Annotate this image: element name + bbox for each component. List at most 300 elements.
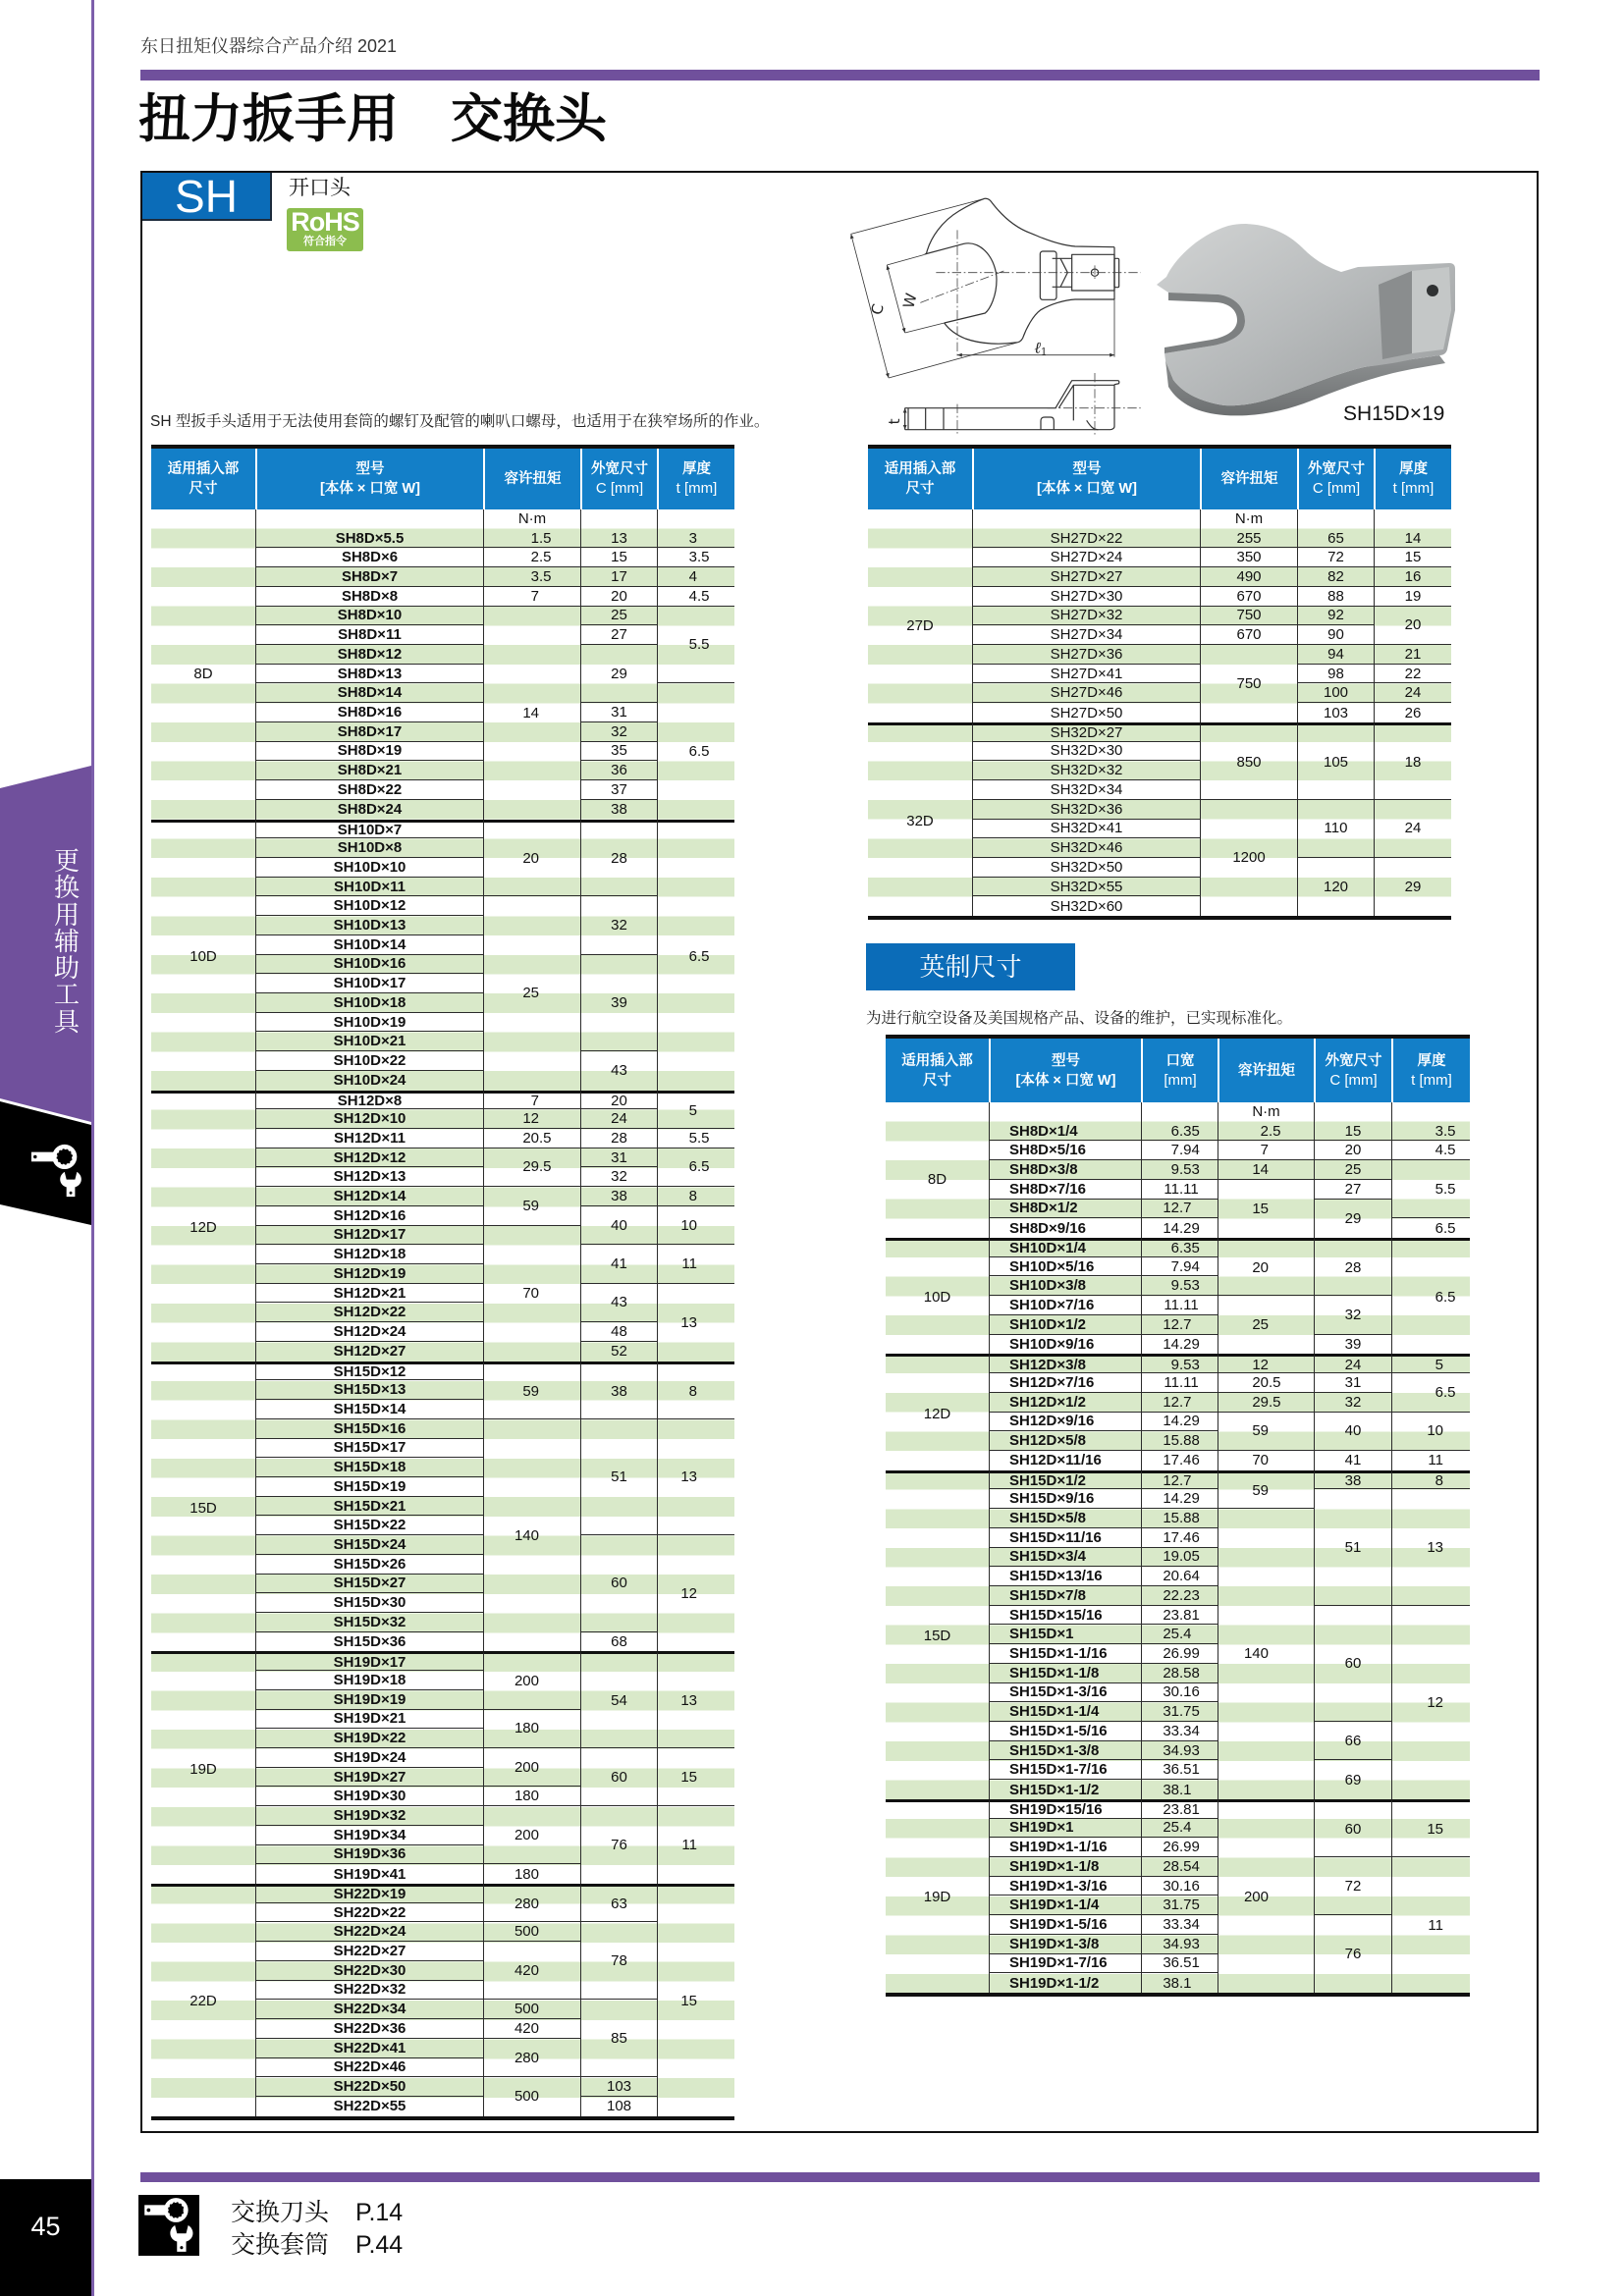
model-cell: SH15D×32 [255, 1613, 483, 1632]
insert-size-cell: 12D [151, 1091, 255, 1362]
model-cell: SH8D×5.5 [255, 529, 483, 549]
wrench-set-icon [138, 2195, 199, 2256]
model-cell: SH10D×7/16 [989, 1296, 1141, 1315]
thickness-cell [1391, 1413, 1470, 1451]
value-integer-part: 3 [688, 549, 697, 566]
value-integer-part: 23 [1163, 1801, 1179, 1819]
value-integer-part: 12 [680, 1584, 697, 1602]
value-integer-part: 26 [1163, 1839, 1179, 1856]
outer-width-cell: 35 [580, 742, 657, 762]
outer-width-cell: 43 [580, 1051, 657, 1090]
outer-width-cell: 103 [1297, 703, 1374, 722]
outer-width-cell: 39 [580, 955, 657, 1052]
model-cell: SH15D×14 [255, 1400, 483, 1419]
torque-cell [483, 1148, 580, 1187]
torque-cell [483, 1806, 580, 1864]
header-torque [483, 449, 580, 509]
thickness-cell [657, 1806, 734, 1884]
model-cell: SH19D×19 [255, 1690, 483, 1710]
header-text: C [mm] [595, 480, 644, 497]
value-integer-part: 3 [688, 529, 697, 547]
value-integer-part: 12 [1163, 1393, 1179, 1411]
outer-width-cell: 13 [580, 529, 657, 549]
value-fraction-part: .5 [697, 1129, 710, 1147]
header-size [886, 1039, 989, 1102]
thickness-cell [1391, 1160, 1470, 1218]
model-cell: SH19D×30 [255, 1787, 483, 1806]
value-integer-part: 36 [1163, 1954, 1179, 1972]
outer-width-cell: 100 [1297, 683, 1374, 703]
value-fraction-part: .1 [1179, 1781, 1192, 1798]
thickness-cell: 18 [1374, 722, 1451, 800]
torque-cell: 1200 [1200, 800, 1297, 916]
model-cell: SH15D×9/16 [989, 1489, 1141, 1509]
torque-cell [483, 1187, 580, 1225]
model-cell: SH15D×1/2 [989, 1470, 1141, 1490]
outer-width-cell: 108 [580, 2097, 657, 2116]
link-page: P.14 [355, 2199, 404, 2226]
value-fraction-part: .93 [1179, 1935, 1200, 1952]
model-cell: SH19D×18 [255, 1671, 483, 1690]
value-fraction-part: .53 [1179, 1277, 1200, 1295]
value-integer-part: 9 [1170, 1161, 1179, 1179]
model-cell: SH27D×24 [972, 548, 1200, 567]
value-integer-part: 6 [1170, 1240, 1179, 1257]
model-cell: SH12D×16 [255, 1206, 483, 1226]
outer-width-cell: 76 [580, 1806, 657, 1884]
value-fraction-part: .81 [1179, 1606, 1200, 1624]
model-cell: SH10D×24 [255, 1071, 483, 1091]
model-cell: SH32D×32 [972, 761, 1200, 780]
value-fraction-part: .46 [1179, 1528, 1200, 1546]
torque-cell [1218, 1470, 1314, 1509]
thickness-cell [1391, 1238, 1470, 1354]
value-integer-part: 36 [1163, 1761, 1179, 1779]
model-cell: SH15D×1-3/8 [989, 1741, 1141, 1761]
model-cell: SH15D×1-1/8 [989, 1664, 1141, 1683]
opening-width-cell [1141, 1180, 1218, 1200]
outer-width-cell: 38 [580, 1362, 657, 1419]
model-cell: SH12D×12 [255, 1148, 483, 1168]
header-text: [本体 × 口宽 W] [320, 481, 420, 497]
imperial-spec-table [886, 1035, 1470, 1997]
value-integer-part: 19 [1163, 1548, 1179, 1566]
model-cell: SH12D×17 [255, 1226, 483, 1246]
value-integer-part: 11 [681, 1255, 697, 1273]
imperial-description: 为进行航空设备及美国规格产品、设备的维护，已实现标准化。 [866, 1010, 1293, 1027]
outer-width-cell: 36 [580, 761, 657, 780]
header-text: 尺寸 [905, 481, 935, 497]
model-cell: SH27D×50 [972, 703, 1200, 722]
value-integer-part: 59 [1252, 1422, 1269, 1440]
model-cell: SH12D×27 [255, 1342, 483, 1362]
value-integer-part: 31 [1163, 1896, 1179, 1914]
outer-width-cell: 72 [1297, 548, 1374, 567]
value-fraction-part: .5 [697, 742, 710, 760]
model-cell: SH32D×34 [972, 780, 1200, 800]
value-fraction-part: .29 [1179, 1335, 1200, 1353]
value-integer-part: 30 [1163, 1683, 1179, 1701]
model-cell: SH8D×8 [255, 587, 483, 607]
model-cell: SH15D×1-1/16 [989, 1644, 1141, 1664]
header-outer-width [1314, 1039, 1391, 1102]
outer-width-cell: 40 [1314, 1413, 1391, 1451]
header-text: 厚度 [1417, 1052, 1446, 1069]
metric-spec-table-right [868, 445, 1451, 920]
torque-cell [1218, 1122, 1314, 1142]
header-text: 容许扭矩 [1238, 1062, 1295, 1079]
opening-width-cell [1141, 1509, 1218, 1528]
opening-width-cell [1141, 1838, 1218, 1857]
thickness-cell [657, 567, 734, 587]
model-cell: SH32D×46 [972, 838, 1200, 858]
model-cell: SH12D×14 [255, 1187, 483, 1206]
header-text: 容许扭矩 [1220, 471, 1278, 487]
open-wrench-hole [180, 2246, 183, 2249]
value-integer-part: 180 [514, 1865, 539, 1883]
header-size [868, 449, 972, 509]
model-cell: SH22D×46 [255, 2058, 483, 2078]
outer-width-cell: 60 [1314, 1606, 1391, 1722]
unit-row-cell [151, 509, 255, 529]
value-integer-part: 25 [1252, 1316, 1269, 1334]
insert-size-cell: 15D [886, 1470, 989, 1799]
insert-size-cell: 8D [927, 1171, 947, 1189]
opening-width-cell [1141, 1451, 1218, 1470]
outer-width-cell: 88 [1297, 587, 1374, 607]
torque-cell [483, 1884, 580, 1922]
value-fraction-part: .94 [1179, 1257, 1200, 1275]
value-integer-part: 280 [514, 2049, 539, 2066]
value-integer-part: 59 [522, 1382, 539, 1400]
thickness-cell [657, 1206, 734, 1245]
value-integer-part: 8 [688, 1382, 697, 1400]
outer-width-cell: 31 [1314, 1373, 1391, 1393]
jaw-centerline [920, 271, 1004, 303]
value-integer-part: 20 [1163, 1568, 1179, 1585]
value-fraction-part: .5 [539, 568, 552, 586]
outer-width-cell: 17 [580, 567, 657, 587]
outer-width-cell: 32 [580, 896, 657, 954]
model-cell: SH15D×13/16 [989, 1567, 1141, 1586]
related-link-cutter-heads[interactable] [231, 2197, 403, 2229]
thickness-cell: 26 [1374, 703, 1451, 722]
table-header [886, 1035, 1470, 1102]
open-wrench-hole [70, 1192, 73, 1195]
value-integer-part: 6 [1435, 1383, 1443, 1401]
value-fraction-part: .5 [697, 549, 710, 566]
header-torque [1200, 449, 1297, 509]
value-integer-part: 13 [680, 1468, 697, 1485]
value-integer-part: 13 [680, 1692, 697, 1710]
model-cell: SH10D×8 [255, 838, 483, 858]
model-cell: SH12D×1/2 [989, 1393, 1141, 1413]
value-integer-part: 20 [1252, 1259, 1269, 1277]
value-integer-part: 5 [1435, 1180, 1443, 1198]
metric-spec-table-left [151, 445, 734, 2120]
model-cell: SH12D×19 [255, 1264, 483, 1284]
model-cell: SH22D×32 [255, 1981, 483, 2001]
header-outer-width [1297, 449, 1374, 509]
opening-width-cell [1141, 1354, 1218, 1373]
opening-width-cell [1141, 1915, 1218, 1935]
opening-width-cell [1141, 1141, 1218, 1160]
model-cell: SH10D×1/4 [989, 1238, 1141, 1257]
torque-cell [1218, 1141, 1314, 1160]
unit-row-cell [1374, 509, 1451, 529]
outer-width-cell: 51 [1314, 1489, 1391, 1605]
torque-cell [1218, 1799, 1314, 1993]
value-fraction-part: .34 [1179, 1722, 1200, 1739]
opening-width-cell [1141, 1973, 1218, 1993]
value-integer-part: 34 [1163, 1935, 1179, 1952]
unit-row-cell [255, 509, 483, 529]
header-text: 适用插入部 [884, 461, 956, 477]
outer-width-cell: 24 [1314, 1354, 1391, 1373]
model-cell: SH27D×34 [972, 625, 1200, 645]
opening-width-cell [1141, 1877, 1218, 1896]
value-fraction-part: .11 [1179, 1297, 1199, 1314]
model-cell: SH10D×5/16 [989, 1257, 1141, 1277]
opening-width-cell [1141, 1567, 1218, 1586]
value-fraction-part: .16 [1179, 1877, 1200, 1895]
outer-width-cell: 38 [1314, 1470, 1391, 1490]
model-cell: SH32D×60 [972, 896, 1200, 916]
thickness-cell [1391, 1470, 1470, 1490]
model-cell: SH22D×30 [255, 1961, 483, 1981]
outer-width-cell: 29 [580, 645, 657, 703]
model-cell: SH10D×9/16 [989, 1335, 1141, 1355]
thickness-cell [657, 1884, 734, 2116]
handle-hole [33, 1155, 36, 1158]
value-integer-part: 180 [514, 1788, 539, 1805]
model-cell: SH10D×10 [255, 858, 483, 878]
rohs-sub-label: 符合指令 [303, 236, 347, 247]
value-integer-part: 25 [1163, 1819, 1179, 1837]
opening-width-cell [1141, 1276, 1218, 1296]
model-cell: SH8D×24 [255, 800, 483, 820]
outer-width-cell: 27 [580, 625, 657, 645]
value-integer-part: 5 [688, 1129, 697, 1147]
value-fraction-part: .46 [1179, 1452, 1200, 1469]
torque-cell: 490 [1200, 567, 1297, 587]
value-integer-part: 29 [1252, 1393, 1269, 1411]
value-integer-part: 6 [1435, 1219, 1443, 1237]
opening-width-cell [1141, 1296, 1218, 1315]
torque-cell [483, 1091, 580, 1110]
value-integer-part: 10 [680, 1216, 697, 1234]
torque-cell [483, 896, 580, 1090]
value-integer-part: 2 [1260, 1122, 1269, 1140]
header-text: 外宽尺寸 [1325, 1052, 1382, 1069]
thickness-cell [657, 1651, 734, 1748]
value-integer-part: 200 [514, 1758, 539, 1776]
model-cell: SH22D×50 [255, 2077, 483, 2097]
value-integer-part: 3 [1435, 1122, 1443, 1140]
header-text: 厚度 [1399, 461, 1428, 477]
value-integer-part: 12 [1163, 1200, 1179, 1217]
model-cell: SH10D×13 [255, 916, 483, 935]
model-cell: SH19D×34 [255, 1826, 483, 1845]
torque-cell [483, 1419, 580, 1652]
value-fraction-part: .5 [539, 529, 552, 547]
value-fraction-part: .5 [1443, 1142, 1456, 1159]
opening-width-cell [1141, 1857, 1218, 1877]
model-cell: SH15D×1-7/16 [989, 1760, 1141, 1780]
opening-width-cell [1141, 1393, 1218, 1413]
value-fraction-part: .11 [1179, 1373, 1199, 1391]
outer-width-cell: 51 [580, 1419, 657, 1535]
thickness-cell [1391, 1606, 1470, 1799]
value-integer-part: 12 [1427, 1693, 1443, 1711]
insert-size-cell: 19D [886, 1799, 989, 1993]
value-fraction-part: .93 [1179, 1741, 1200, 1759]
outer-width-cell: 28 [1314, 1238, 1391, 1296]
model-cell: SH8D×1/2 [989, 1200, 1141, 1219]
thickness-cell: 22 [1374, 665, 1451, 684]
model-cell: SH19D×32 [255, 1806, 483, 1826]
header-text: 适用插入部 [901, 1052, 973, 1069]
model-cell: SH12D×18 [255, 1245, 483, 1264]
value-integer-part: 500 [514, 2001, 539, 2018]
model-cell: SH15D×22 [255, 1516, 483, 1535]
opening-width-cell [1141, 1896, 1218, 1915]
model-cell: SH22D×27 [255, 1942, 483, 1961]
value-integer-part: 5 [1435, 1356, 1443, 1373]
torque-cell [483, 1129, 580, 1148]
thickness-cell: 21 [1374, 645, 1451, 665]
value-integer-part: 14 [1252, 1161, 1269, 1179]
side-view-base [905, 385, 1114, 430]
torque-cell [483, 1922, 580, 1942]
model-cell: SH15D×12 [255, 1362, 483, 1381]
outer-width-cell: 54 [580, 1651, 657, 1748]
header-text: C [mm] [1329, 1071, 1378, 1089]
model-cell: SH15D×19 [255, 1477, 483, 1497]
model-cell: SH12D×3/8 [989, 1354, 1141, 1373]
outer-width-cell: 40 [580, 1206, 657, 1245]
opening-width-cell [1141, 1218, 1218, 1238]
w-extension-lines [887, 254, 944, 333]
opening-width-cell [1141, 1935, 1218, 1954]
value-integer-part: 25 [1163, 1626, 1179, 1643]
l1-symbol: ℓ [1034, 338, 1042, 357]
outer-width-cell: 32 [1314, 1296, 1391, 1334]
value-integer-part: 7 [530, 1092, 539, 1109]
insert-size-cell: 19D [151, 1651, 255, 1884]
model-cell: SH12D×21 [255, 1284, 483, 1304]
outer-width-cell: 69 [1314, 1760, 1391, 1798]
insert-size-cell: 22D [151, 1884, 255, 2116]
outer-width-cell: 98 [1297, 665, 1374, 684]
value-fraction-part: .5 [1269, 1393, 1281, 1411]
value-integer-part: 7 [1170, 1257, 1179, 1275]
model-cell: SH15D×5/8 [989, 1509, 1141, 1528]
thickness-cell [657, 1187, 734, 1206]
value-integer-part: 200 [1243, 1889, 1269, 1906]
model-cell: SH19D×1-7/16 [989, 1954, 1141, 1974]
torque-cell [1218, 1238, 1314, 1296]
model-cell: SH27D×30 [972, 587, 1200, 607]
model-cell: SH10D×7 [255, 820, 483, 839]
value-integer-part: 5 [688, 636, 697, 654]
insert-size-cell: 10D [151, 820, 255, 1091]
model-cell: SH19D×15/16 [989, 1799, 1141, 1819]
model-cell: SH15D×1-5/16 [989, 1722, 1141, 1741]
value-fraction-part: .75 [1179, 1703, 1200, 1721]
header-text: 适用插入部 [167, 461, 240, 477]
link-label: 交换刀头 [231, 2199, 330, 2226]
value-integer-part: 59 [1252, 1481, 1269, 1499]
model-cell: SH8D×1/4 [989, 1122, 1141, 1142]
model-cell: SH10D×18 [255, 993, 483, 1013]
related-link-sockets[interactable] [231, 2229, 403, 2262]
header-text: 外宽尺寸 [1308, 461, 1365, 477]
outer-width-cell: 63 [580, 1884, 657, 1922]
outer-width-cell: 41 [580, 1245, 657, 1283]
value-integer-part: 140 [514, 1526, 539, 1544]
drawing-outlines [905, 198, 1119, 429]
model-cell: SH32D×50 [972, 858, 1200, 878]
unit-row-cell [868, 509, 972, 529]
value-fraction-part: .7 [1179, 1472, 1192, 1490]
header-model [989, 1039, 1141, 1102]
outer-width-cell: 43 [580, 1284, 657, 1322]
thickness-cell [657, 1362, 734, 1419]
model-cell: SH32D×41 [972, 820, 1200, 839]
value-fraction-part: .53 [1179, 1161, 1200, 1179]
value-integer-part: 8 [688, 1188, 697, 1205]
value-integer-part: 14 [522, 704, 539, 721]
value-integer-part: 15 [680, 1993, 697, 2010]
outer-width-cell: 103 [580, 2077, 657, 2097]
header-text: t [mm] [1411, 1071, 1452, 1089]
outer-width-cell: 85 [580, 2000, 657, 2077]
model-cell: SH10D×22 [255, 1051, 483, 1071]
link-page: P.44 [355, 2231, 404, 2259]
value-integer-part: 31 [1163, 1703, 1179, 1721]
opening-width-cell [1141, 1431, 1218, 1451]
outer-width-cell: 48 [580, 1322, 657, 1342]
outer-width-cell: 32 [580, 722, 657, 742]
value-integer-part: 6 [688, 1158, 697, 1176]
torque-unit-label: N·m [1200, 509, 1297, 529]
value-integer-part: 14 [1163, 1413, 1179, 1430]
model-cell: SH15D×18 [255, 1458, 483, 1477]
header-text: [本体 × 口宽 W] [1037, 481, 1137, 497]
value-fraction-part: .81 [1179, 1801, 1200, 1819]
model-cell: SH10D×19 [255, 1013, 483, 1033]
value-integer-part: 33 [1163, 1722, 1179, 1739]
torque-cell [1218, 1393, 1314, 1413]
opening-width-cell [1141, 1238, 1218, 1257]
outer-width-cell: 90 [1297, 625, 1374, 645]
insert-size-cell: 8D [193, 666, 213, 683]
outer-width-cell: 41 [1314, 1451, 1391, 1470]
value-integer-part: 9 [1170, 1277, 1179, 1295]
torque-cell [1218, 1296, 1314, 1354]
header-text: t [mm] [676, 480, 718, 497]
model-cell: SH8D×7/16 [989, 1180, 1141, 1200]
opening-width-cell [1141, 1741, 1218, 1761]
model-cell: SH8D×17 [255, 722, 483, 742]
value-fraction-part: .16 [1179, 1683, 1200, 1701]
torque-cell [483, 587, 580, 607]
value-integer-part: 12 [522, 1110, 539, 1128]
value-integer-part: 14 [1163, 1219, 1179, 1237]
value-integer-part: 11 [1164, 1373, 1179, 1391]
side-centerline [957, 373, 1141, 435]
